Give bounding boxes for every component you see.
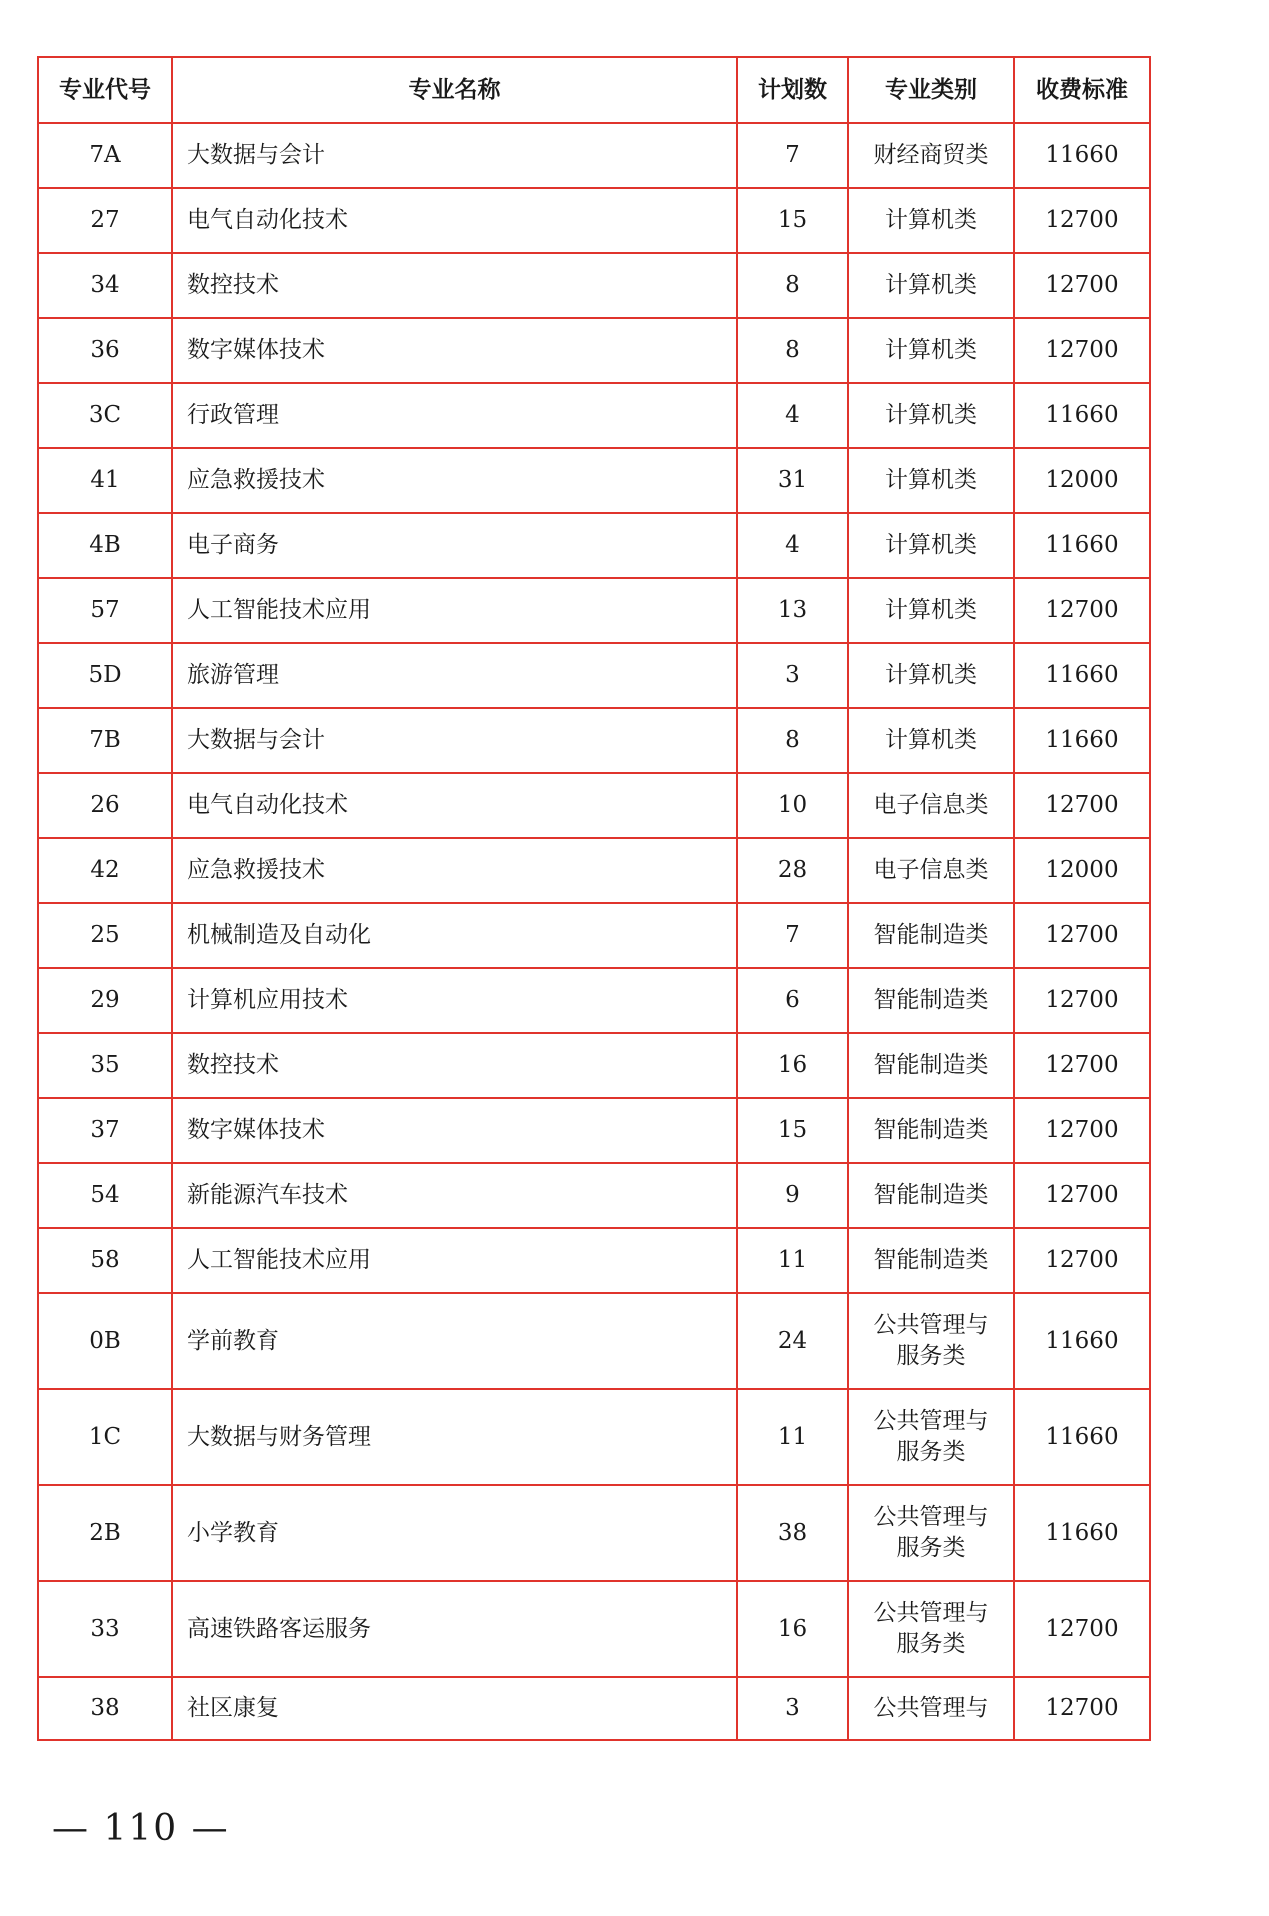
table-row	[38, 1581, 1150, 1677]
cell-name: 电气自动化技术	[172, 188, 737, 253]
cell-fee: 12000	[1014, 448, 1150, 513]
cell-count: 7	[737, 903, 848, 968]
cell-count: 11	[737, 1228, 848, 1293]
cell-fee: 12700	[1014, 1033, 1150, 1098]
cell-name: 高速铁路客运服务	[172, 1581, 737, 1677]
cell-name: 学前教育	[172, 1293, 737, 1389]
cell-fee: 11660	[1014, 123, 1150, 188]
table-row	[38, 1293, 1150, 1389]
category-line-1: 智能制造类	[873, 1182, 989, 1208]
cell-count: 24	[737, 1293, 848, 1389]
cell-category	[848, 1293, 1014, 1389]
cell-name: 数字媒体技术	[172, 318, 737, 383]
table-header-row	[38, 57, 1150, 123]
cell-category	[848, 773, 1014, 838]
category-line-2: 服务类	[896, 1631, 966, 1657]
category-line-1: 电子信息类	[873, 857, 989, 883]
cell-category	[848, 318, 1014, 383]
cell-name: 人工智能技术应用	[172, 1228, 737, 1293]
cell-code: 2B	[38, 1485, 172, 1581]
cell-name: 大数据与会计	[172, 123, 737, 188]
cell-count: 8	[737, 318, 848, 383]
cell-fee: 12700	[1014, 1677, 1150, 1740]
cell-category	[848, 1677, 1014, 1740]
category-line-1: 智能制造类	[873, 1052, 989, 1078]
cell-name: 旅游管理	[172, 643, 737, 708]
category-line-1: 财经商贸类	[873, 142, 989, 168]
cell-name: 计算机应用技术	[172, 968, 737, 1033]
page-number: — 110 —	[52, 1808, 230, 1849]
cell-category	[848, 188, 1014, 253]
category-line-1: 智能制造类	[873, 1117, 989, 1143]
table-row	[38, 1389, 1150, 1485]
cell-fee: 12700	[1014, 968, 1150, 1033]
category-line-1: 计算机类	[885, 467, 977, 493]
header-fee: 收费标准	[1014, 57, 1150, 123]
cell-count: 9	[737, 1163, 848, 1228]
cell-category	[848, 123, 1014, 188]
cell-category	[848, 383, 1014, 448]
cell-code: 34	[38, 253, 172, 318]
cell-count: 7	[737, 123, 848, 188]
cell-fee: 11660	[1014, 708, 1150, 773]
cell-count: 8	[737, 708, 848, 773]
table-row	[38, 968, 1150, 1033]
category-line-1: 计算机类	[885, 662, 977, 688]
cell-fee: 12700	[1014, 318, 1150, 383]
cell-count: 16	[737, 1033, 848, 1098]
cell-name: 数控技术	[172, 253, 737, 318]
header-code: 专业代号	[38, 57, 172, 123]
cell-fee: 11660	[1014, 513, 1150, 578]
cell-name: 大数据与财务管理	[172, 1389, 737, 1485]
cell-name: 新能源汽车技术	[172, 1163, 737, 1228]
cell-code: 36	[38, 318, 172, 383]
table-row	[38, 253, 1150, 318]
table-row	[38, 773, 1150, 838]
category-line-2: 服务类	[896, 1343, 966, 1369]
table-row	[38, 838, 1150, 903]
cell-code: 57	[38, 578, 172, 643]
cell-code: 25	[38, 903, 172, 968]
cell-code: 3C	[38, 383, 172, 448]
cell-name: 人工智能技术应用	[172, 578, 737, 643]
cell-category	[848, 838, 1014, 903]
category-line-2: 服务类	[896, 1535, 966, 1561]
cell-name: 电子商务	[172, 513, 737, 578]
cell-code: 4B	[38, 513, 172, 578]
cell-code: 41	[38, 448, 172, 513]
cell-category	[848, 513, 1014, 578]
cell-count: 13	[737, 578, 848, 643]
cell-name: 大数据与会计	[172, 708, 737, 773]
table-row	[38, 318, 1150, 383]
cell-count: 8	[737, 253, 848, 318]
table-row	[38, 1163, 1150, 1228]
cell-count: 38	[737, 1485, 848, 1581]
cell-fee: 11660	[1014, 1485, 1150, 1581]
cell-fee: 12700	[1014, 188, 1150, 253]
cell-category	[848, 1163, 1014, 1228]
category-line-1: 智能制造类	[873, 1247, 989, 1273]
category-line-1: 公共管理与	[873, 1600, 989, 1626]
category-line-1: 计算机类	[885, 597, 977, 623]
category-line-1: 智能制造类	[873, 922, 989, 948]
table-row	[38, 578, 1150, 643]
cell-category	[848, 968, 1014, 1033]
cell-code: 33	[38, 1581, 172, 1677]
table-row	[38, 643, 1150, 708]
cell-fee: 12700	[1014, 903, 1150, 968]
category-line-1: 公共管理与	[873, 1504, 989, 1530]
cell-code: 0B	[38, 1293, 172, 1389]
cell-count: 15	[737, 1098, 848, 1163]
cell-count: 3	[737, 643, 848, 708]
category-line-1: 公共管理与	[873, 1408, 989, 1434]
cell-name: 小学教育	[172, 1485, 737, 1581]
table-row	[38, 448, 1150, 513]
cell-code: 35	[38, 1033, 172, 1098]
cell-fee: 12700	[1014, 1581, 1150, 1677]
header-category: 专业类别	[848, 57, 1014, 123]
cell-category	[848, 253, 1014, 318]
cell-name: 数字媒体技术	[172, 1098, 737, 1163]
cell-code: 54	[38, 1163, 172, 1228]
category-line-1: 电子信息类	[873, 792, 989, 818]
cell-code: 37	[38, 1098, 172, 1163]
cell-fee: 12700	[1014, 773, 1150, 838]
category-line-1: 智能制造类	[873, 987, 989, 1013]
category-line-1: 公共管理与	[873, 1695, 989, 1721]
cell-count: 16	[737, 1581, 848, 1677]
cell-count: 11	[737, 1389, 848, 1485]
cell-category	[848, 448, 1014, 513]
table-row	[38, 1033, 1150, 1098]
cell-name: 行政管理	[172, 383, 737, 448]
cell-fee: 12700	[1014, 1098, 1150, 1163]
table-row	[38, 188, 1150, 253]
table-row	[38, 123, 1150, 188]
cell-count: 4	[737, 383, 848, 448]
cell-code: 29	[38, 968, 172, 1033]
cell-count: 15	[737, 188, 848, 253]
category-line-2: 服务类	[896, 1439, 966, 1465]
cell-category	[848, 1581, 1014, 1677]
cell-count: 31	[737, 448, 848, 513]
cell-code: 58	[38, 1228, 172, 1293]
cell-category	[848, 1098, 1014, 1163]
cell-fee: 11660	[1014, 1293, 1150, 1389]
cell-fee: 12000	[1014, 838, 1150, 903]
cell-code: 42	[38, 838, 172, 903]
cell-code: 7B	[38, 708, 172, 773]
cell-count: 10	[737, 773, 848, 838]
cell-category	[848, 1389, 1014, 1485]
cell-category	[848, 1228, 1014, 1293]
cell-fee: 12700	[1014, 578, 1150, 643]
cell-fee: 12700	[1014, 253, 1150, 318]
table-row	[38, 1228, 1150, 1293]
cell-code: 1C	[38, 1389, 172, 1485]
cell-category	[848, 1033, 1014, 1098]
cell-category	[848, 1485, 1014, 1581]
category-line-1: 计算机类	[885, 207, 977, 233]
cell-code: 7A	[38, 123, 172, 188]
cell-name: 电气自动化技术	[172, 773, 737, 838]
cell-code: 5D	[38, 643, 172, 708]
cell-fee: 11660	[1014, 643, 1150, 708]
table-row	[38, 1098, 1150, 1163]
cell-fee: 11660	[1014, 383, 1150, 448]
table-row	[38, 383, 1150, 448]
cell-category	[848, 903, 1014, 968]
cell-name: 机械制造及自动化	[172, 903, 737, 968]
table-row	[38, 513, 1150, 578]
cell-count: 28	[737, 838, 848, 903]
category-line-1: 公共管理与	[873, 1312, 989, 1338]
category-line-1: 计算机类	[885, 727, 977, 753]
table-row	[38, 1677, 1150, 1740]
cell-count: 3	[737, 1677, 848, 1740]
category-line-1: 计算机类	[885, 402, 977, 428]
cell-fee: 12700	[1014, 1228, 1150, 1293]
cell-name: 数控技术	[172, 1033, 737, 1098]
category-line-1: 计算机类	[885, 337, 977, 363]
cell-name: 社区康复	[172, 1677, 737, 1740]
cell-fee: 12700	[1014, 1163, 1150, 1228]
enrollment-plan-table	[37, 56, 1151, 1741]
cell-category	[848, 708, 1014, 773]
category-line-1: 计算机类	[885, 532, 977, 558]
header-name: 专业名称	[172, 57, 737, 123]
table-row	[38, 1485, 1150, 1581]
table-body	[38, 123, 1150, 1740]
header-count: 计划数	[737, 57, 848, 123]
cell-count: 4	[737, 513, 848, 578]
cell-name: 应急救援技术	[172, 448, 737, 513]
cell-fee: 11660	[1014, 1389, 1150, 1485]
cell-category	[848, 643, 1014, 708]
cell-count: 6	[737, 968, 848, 1033]
category-line-1: 计算机类	[885, 272, 977, 298]
table-row	[38, 708, 1150, 773]
cell-code: 38	[38, 1677, 172, 1740]
cell-code: 26	[38, 773, 172, 838]
cell-name: 应急救援技术	[172, 838, 737, 903]
cell-category	[848, 578, 1014, 643]
cell-code: 27	[38, 188, 172, 253]
table-row	[38, 903, 1150, 968]
